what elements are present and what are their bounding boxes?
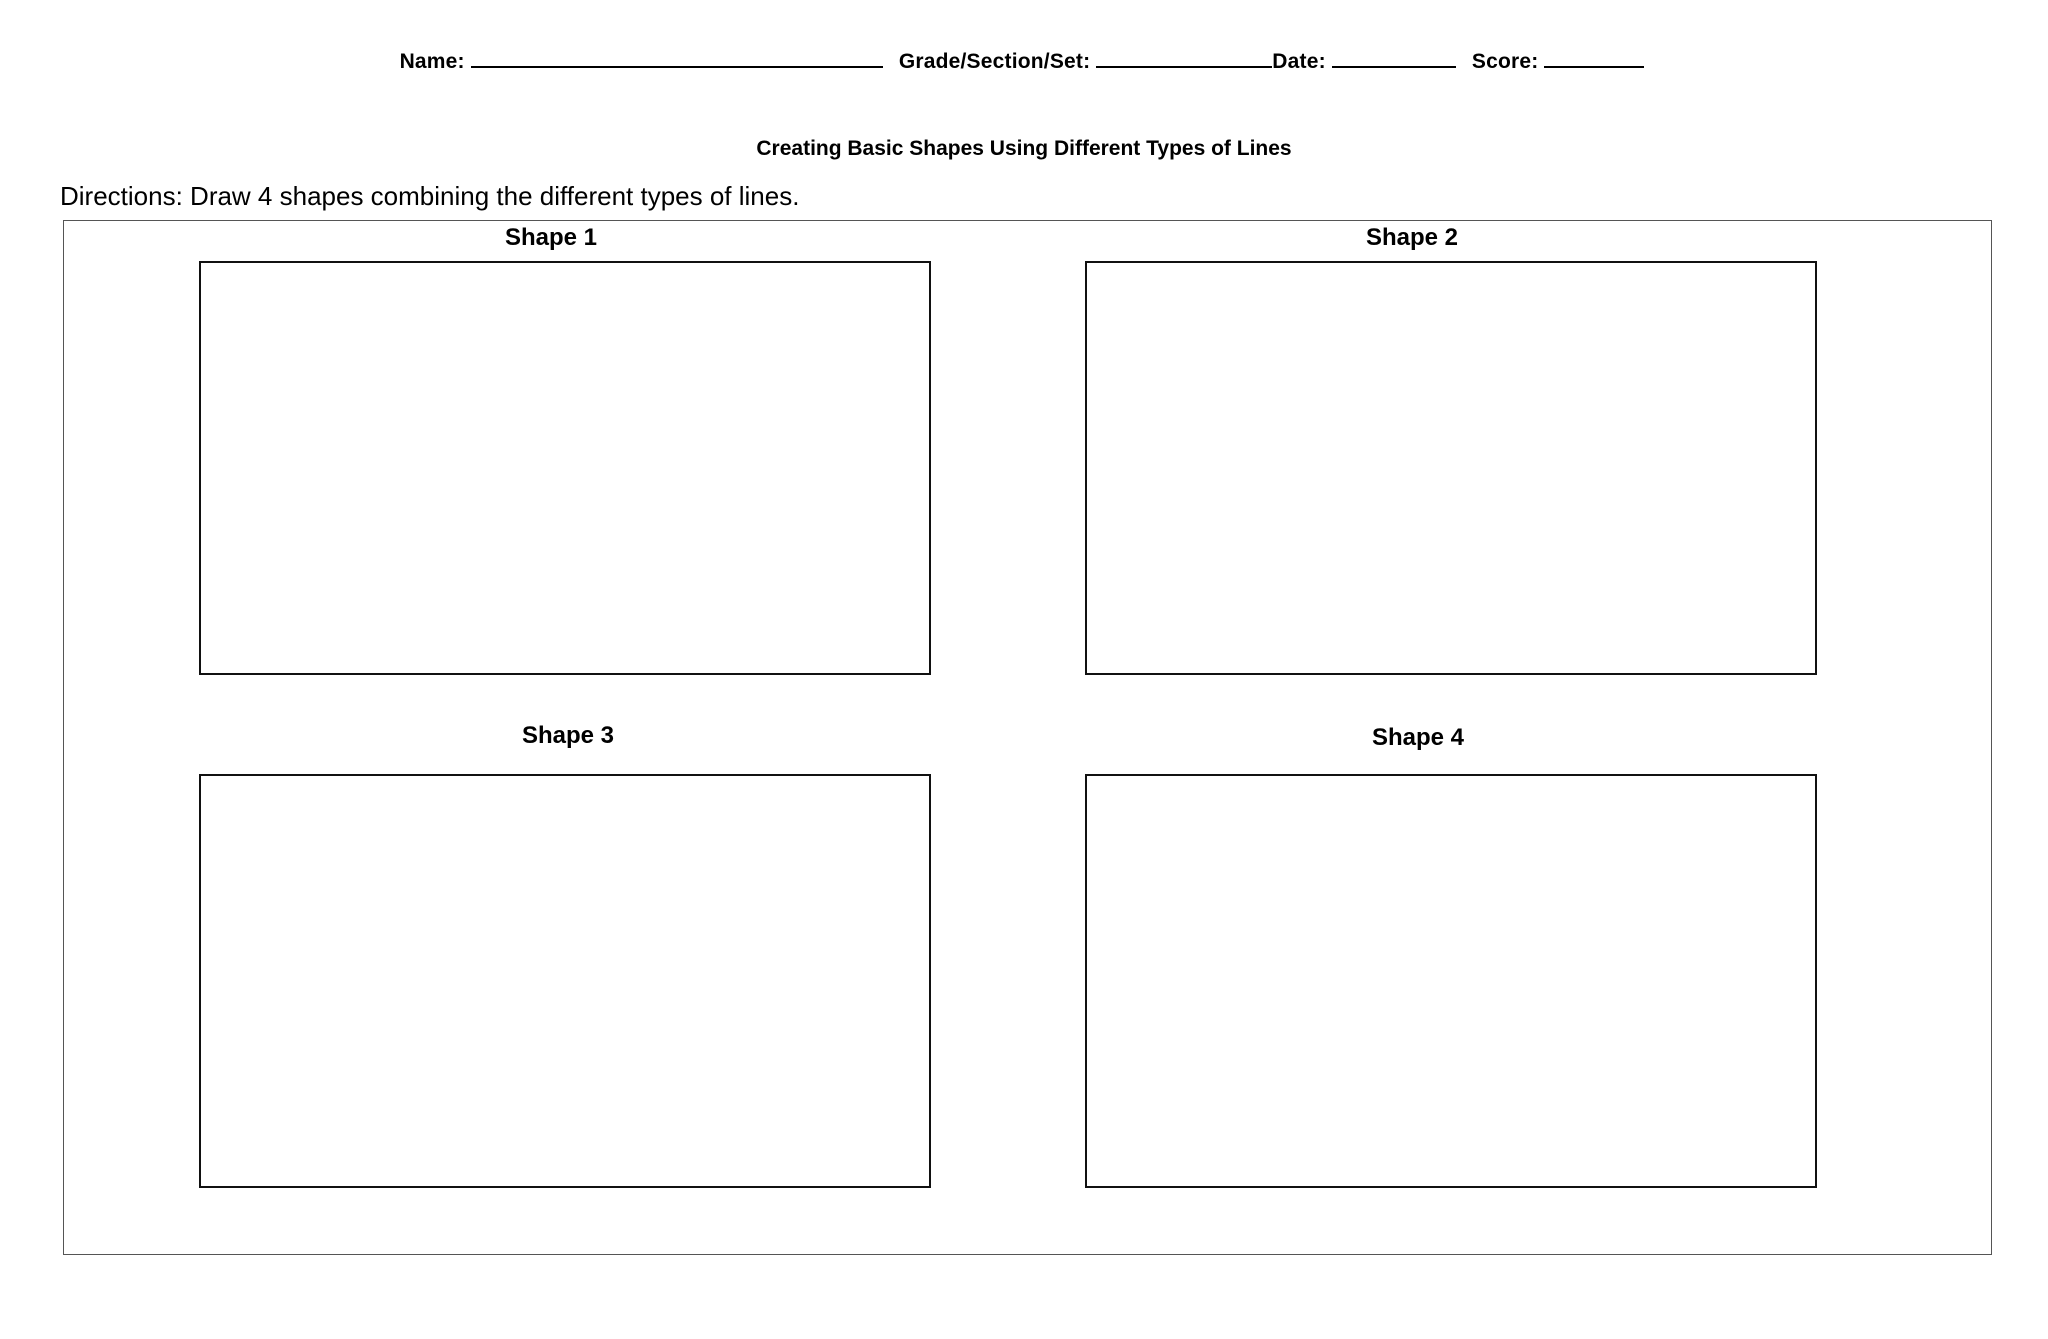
shape-3-box[interactable] <box>199 774 931 1188</box>
student-info-line <box>0 48 2048 74</box>
date-label: Date: <box>1272 50 1326 73</box>
score-blank[interactable] <box>1544 48 1644 68</box>
worksheet-title: Creating Basic Shapes Using Different Types of Lines <box>756 137 1292 160</box>
grade-label: Grade/Section/Set: <box>898 50 1091 73</box>
date-blank[interactable] <box>1332 48 1456 68</box>
shape-1-label: Shape 1 <box>504 224 598 251</box>
score-label: Score: <box>1471 50 1539 73</box>
shape-2-label: Shape 2 <box>1365 224 1459 251</box>
name-label: Name: <box>399 50 465 73</box>
directions-text: Directions: Draw 4 shapes combining the different types of lines. <box>60 181 800 211</box>
shape-4-label: Shape 4 <box>1371 724 1465 751</box>
shape-1-box[interactable] <box>199 261 931 675</box>
shape-2-box[interactable] <box>1085 261 1817 675</box>
shape-4-box[interactable] <box>1085 774 1817 1188</box>
shape-3-label: Shape 3 <box>521 722 615 749</box>
name-blank[interactable] <box>471 48 883 68</box>
grade-blank[interactable] <box>1096 48 1272 68</box>
